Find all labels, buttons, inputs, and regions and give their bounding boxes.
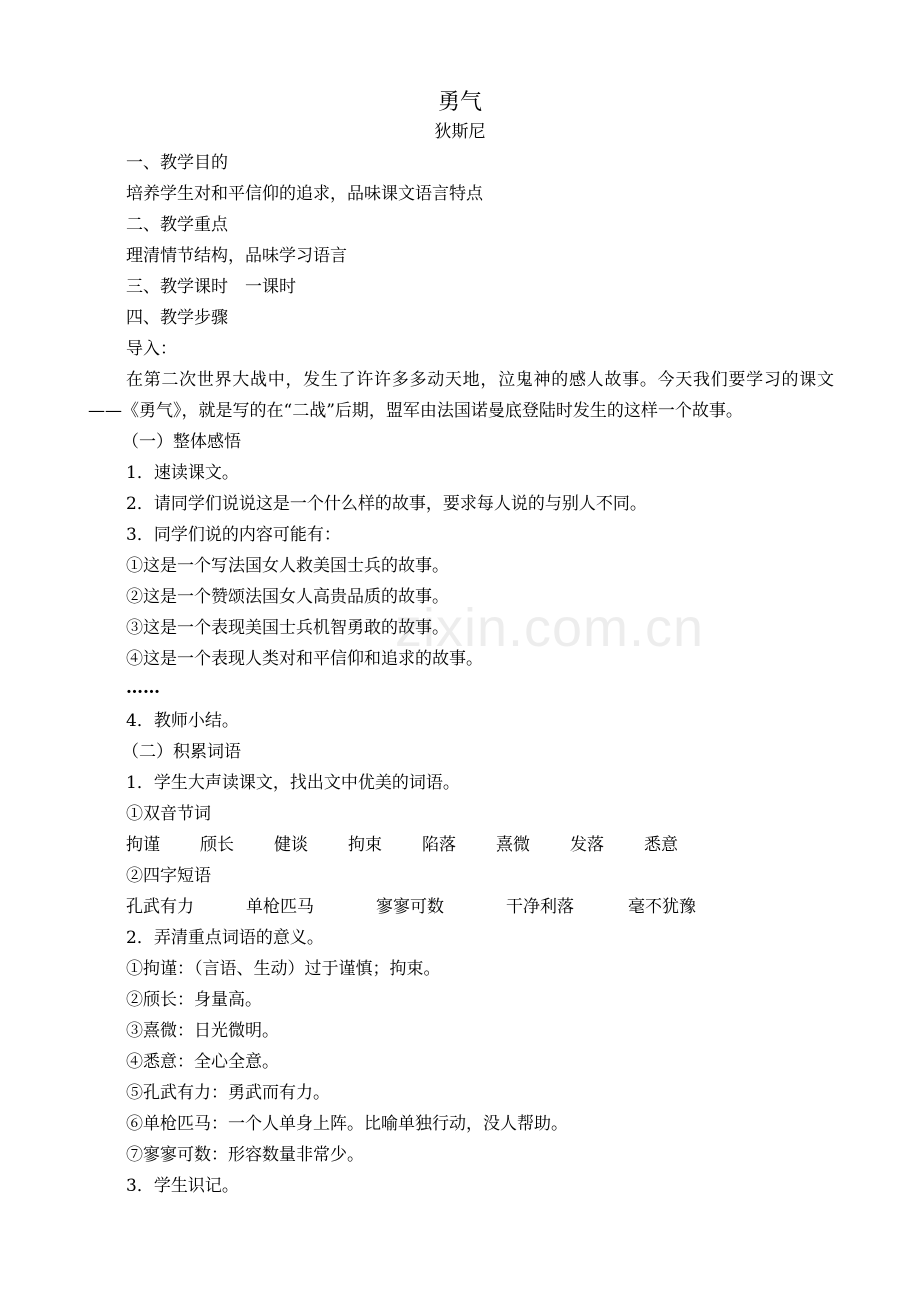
intro-label: 导入：: [126, 339, 177, 359]
heading-teaching-goal: 一、教学目的: [126, 153, 228, 173]
section-heading-overall: （一）整体感悟: [122, 432, 241, 452]
list-item: ④这是一个表现人类对和平信仰和追求的故事。: [126, 649, 483, 669]
word-item: 拘束: [348, 835, 382, 855]
word-item: 健谈: [274, 835, 308, 855]
ellipsis: ……: [126, 678, 160, 698]
document-author: 狄斯尼: [434, 122, 486, 142]
word-item: 发落: [570, 835, 604, 855]
double-syllable-label: ①双音节词: [126, 804, 211, 824]
phrase-item: 孔武有力: [126, 897, 194, 917]
list-item: ③这是一个表现美国士兵机智勇敢的故事。: [126, 618, 449, 638]
word-item: 拘谨: [126, 835, 160, 855]
intro-paragraph: 在第二次世界大战中，发生了许许多多动天地，泣鬼神的感人故事。今天我们要学习的课文——《勇气》，就是写的在“二战”后期，盟军由法国诺曼底登陆时发生的这样一个故事。: [88, 370, 834, 421]
meaning-item: ②颀长：身量高。: [126, 990, 262, 1010]
phrase-item: 毫不犹豫: [628, 897, 696, 917]
list-item: 2．请同学们说说这是一个什么样的故事，要求每人说的与别人不同。: [126, 494, 647, 514]
teaching-focus-text: 理清情节结构，品味学习语言: [126, 246, 347, 266]
heading-teaching-steps: 四、教学步骤: [126, 308, 228, 328]
list-item: 1．速读课文。: [126, 463, 239, 483]
meaning-item: ④悉意：全心全意。: [126, 1052, 279, 1072]
list-item: 3．同学们说的内容可能有：: [126, 525, 341, 545]
list-item: 2．弄清重点词语的意义。: [126, 928, 324, 948]
document-title: 勇气: [437, 90, 482, 115]
heading-teaching-focus: 二、教学重点: [126, 215, 228, 235]
list-item: ①这是一个写法国女人救美国士兵的故事。: [126, 556, 449, 576]
meaning-item: ⑥单枪匹马：一个人单身上阵。比喻单独行动，没人帮助。: [126, 1114, 568, 1134]
four-character-label: ②四字短语: [126, 866, 211, 886]
list-item: ②这是一个赞颂法国女人高贵品质的故事。: [126, 587, 449, 607]
phrase-item: 单枪匹马: [246, 897, 314, 917]
watermark: zixin.com.cn: [395, 598, 705, 658]
word-item: 熹微: [496, 835, 530, 855]
phrase-item: 干净利落: [506, 897, 574, 917]
meaning-item: ①拘谨：（言语、生动）过于谨慎；拘束。: [126, 959, 441, 979]
meaning-item: ⑤孔武有力：勇武而有力。: [126, 1083, 330, 1103]
word-item: 颀长: [200, 835, 234, 855]
section-heading-vocabulary: （二）积累词语: [122, 742, 241, 762]
heading-class-hours: 三、教学课时 一课时: [126, 277, 296, 297]
meaning-item: ③熹微：日光微明。: [126, 1021, 279, 1041]
meaning-item: ⑦寥寥可数：形容数量非常少。: [126, 1145, 364, 1165]
list-item: 3．学生识记。: [126, 1176, 239, 1196]
list-item: 1．学生大声读课文，找出文中优美的词语。: [126, 773, 460, 793]
word-item: 悉意: [644, 835, 678, 855]
phrase-item: 寥寥可数: [376, 897, 444, 917]
teaching-goal-text: 培养学生对和平信仰的追求，品味课文语言特点: [126, 184, 483, 204]
list-item: 4．教师小结。: [126, 711, 239, 731]
word-item: 陷落: [422, 835, 456, 855]
